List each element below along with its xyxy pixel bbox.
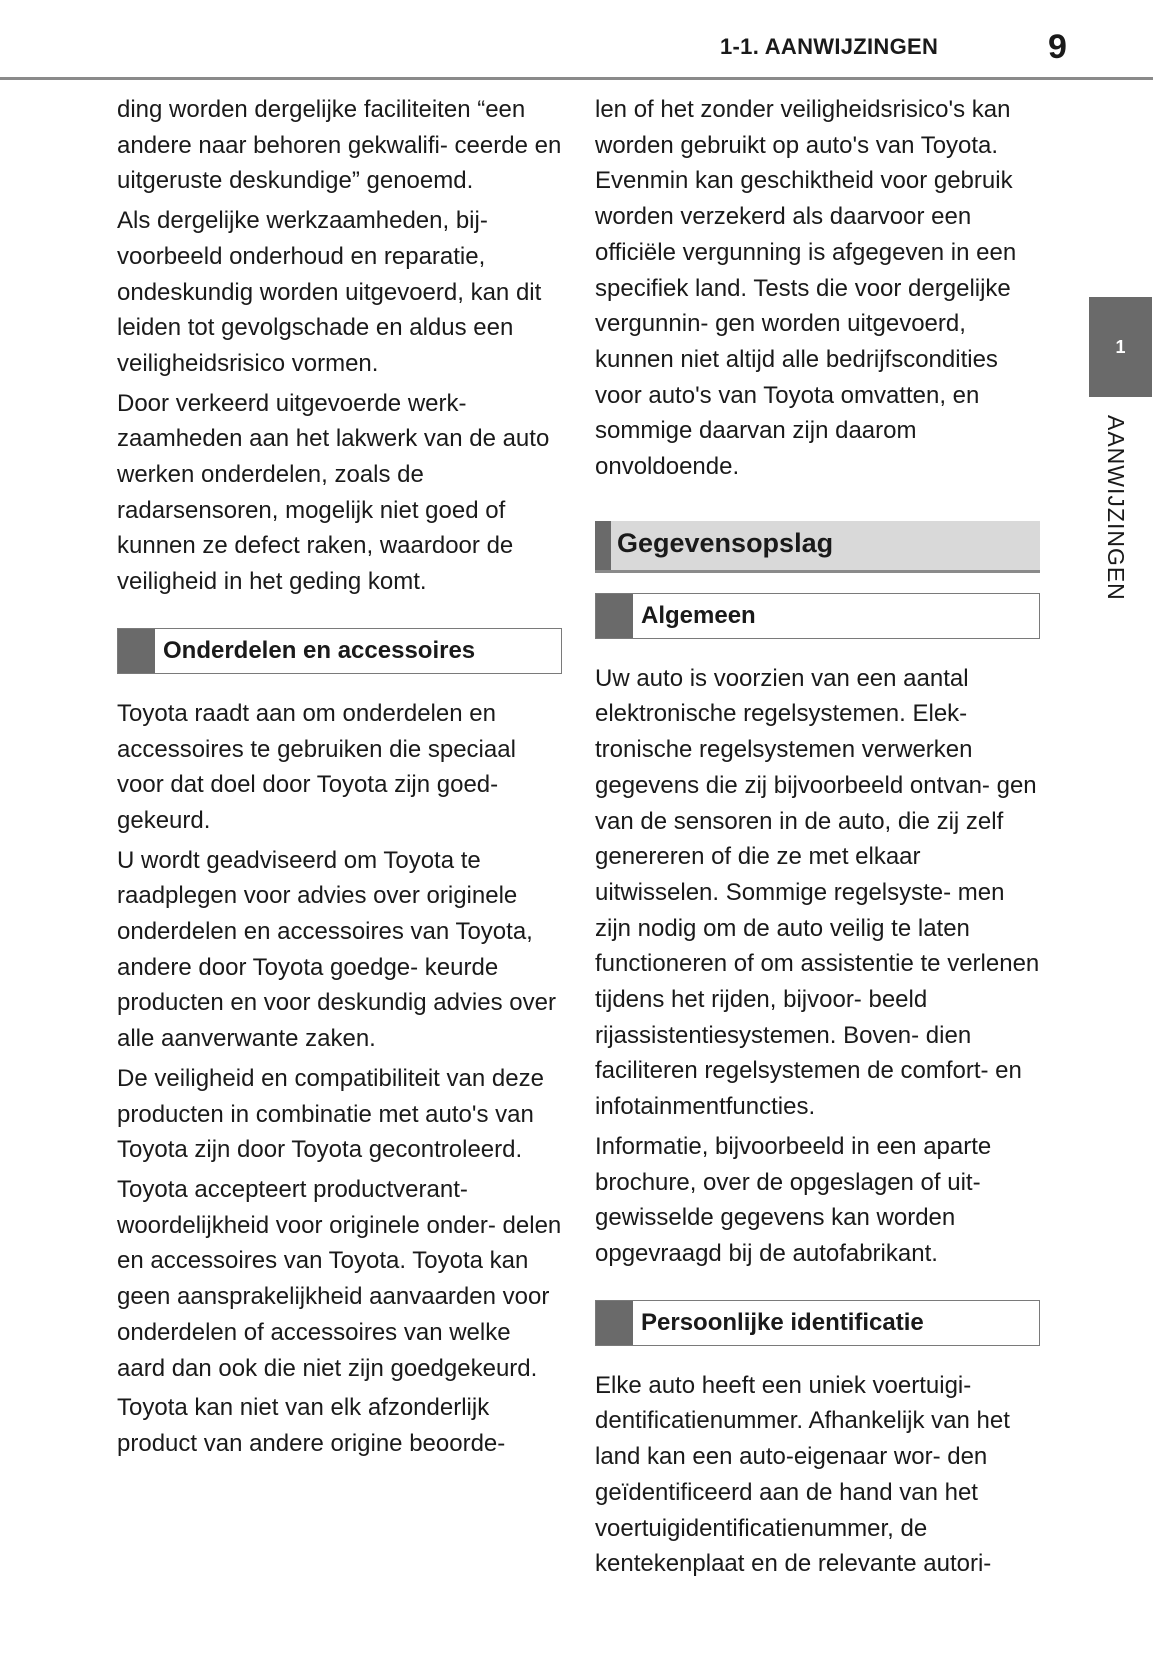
left-column <box>117 92 562 1466</box>
heading-marker <box>596 594 633 638</box>
paragraph: Als dergelijke werkzaamheden, bij- voorbeeld onderhoud en reparatie, ondeskundig worden uitgevoerd, kan dit leiden tot gevolgschade en aldus een veiligheidsrisico vormen. <box>117 207 542 377</box>
paragraph: De veiligheid en compatibiliteit van deze producten in combinatie met auto's van Toyota zijn door Toyota gecontroleerd. <box>117 1064 544 1164</box>
heading-marker <box>596 1301 633 1345</box>
header-divider <box>0 77 1153 80</box>
heading-marker <box>118 629 155 673</box>
paragraph: U wordt geadviseerd om Toyota te raadplegen voor advies over originele onderdelen en accessoires van Toyota, andere door Toyota goedge- keurde producten en voor deskundig advies over alle aanverwante zaken. <box>117 846 556 1053</box>
heading-label: Algemeen <box>641 601 756 629</box>
paragraph: ding worden dergelijke faciliteiten “een andere naar behoren gekwalifi- ceerde en uitgeruste deskundige” genoemd. <box>117 96 562 195</box>
paragraph: Toyota raadt aan om onderdelen en accessoires te gebruiken die speciaal voor dat doel door Toyota zijn goed- gekeurd. <box>117 699 516 834</box>
paragraph: Informatie, bijvoorbeeld in een aparte brochure, over de opgeslagen of uit- gewisselde gegevens kan worden opgevraagd bij de autofabrikant. <box>595 1132 992 1267</box>
heading-label: Persoonlijke identificatie <box>641 1308 924 1336</box>
paragraph: Uw auto is voorzien van een aantal elektronische regelsystemen. Elek- tronische regelsystemen verwerken gegevens die zij bijvoorbeeld ontvan- gen van de sensoren in de auto, die zij zelf genereren of die ze met elkaar uitwisselen. Sommige regelsyste- men zijn nodig om de auto veilig te laten functioneren of om assistentie te verlenen tijdens het rijden, bijvoor- beeld rijassistentiesystemen. Boven- dien faciliteren regelsystemen de comfort- en infotainmentfuncties. <box>595 664 1040 1121</box>
paragraph: len of het zonder veiligheidsrisico's kan worden gebruikt op auto's van Toyota. Evenmin kan geschiktheid voor gebruik worden verzekerd als daarvoor een officiële vergunning is afgegeven in een specifiek land. Tests die voor dergelijke vergunnin- gen worden uitgevoerd, kunnen niet altijd alle bedrijfscondities voor auto's van Toyota omvatten, en sommige daarvan zijn daarom onvoldoende. <box>595 96 1017 481</box>
chapter-tab-label: AANWIJZINGEN <box>1103 415 1129 601</box>
heading-label: Gegevensopslag <box>617 527 834 558</box>
paragraph: Toyota accepteert productverant- woordelijkheid voor originele onder- delen en accessoires van Toyota. Toyota kan geen aansprakelijkheid aanvaarden voor onderdelen of accessoires van welke aard dan ook die niet zijn goedgekeurd. <box>117 1175 562 1382</box>
section-heading-data-storage <box>595 521 1040 573</box>
paragraph: Toyota kan niet van elk afzonderlijk product van andere origine beoorde- <box>117 1394 506 1457</box>
heading-label: Onderdelen en accessoires <box>163 636 476 664</box>
right-column <box>595 92 1040 1586</box>
page-number: 9 <box>1048 28 1067 66</box>
section-title: 1-1. AANWIJZINGEN <box>720 34 939 59</box>
section-heading-identification <box>595 1300 1040 1346</box>
section-heading-parts <box>117 628 562 674</box>
heading-marker <box>595 521 611 573</box>
heading-underline <box>595 570 1040 573</box>
chapter-tab[interactable]: 1 <box>1089 297 1152 397</box>
section-heading-general <box>595 593 1040 639</box>
paragraph: Elke auto heeft een uniek voertuigi- dentificatienummer. Afhankelijk van het land kan een auto-eigenaar wor- den geïdentificeerd aan de hand van het voertuigidentificatienummer, de kentekenplaat en de relevante autori- <box>595 1371 1010 1578</box>
paragraph: Door verkeerd uitgevoerde werk- zaamheden aan het lakwerk van de auto werken onderdelen, zoals de radarsensoren, mogelijk niet goed of kunnen ze defect raken, waardoor de veiligheid in het geding komt. <box>117 389 550 596</box>
